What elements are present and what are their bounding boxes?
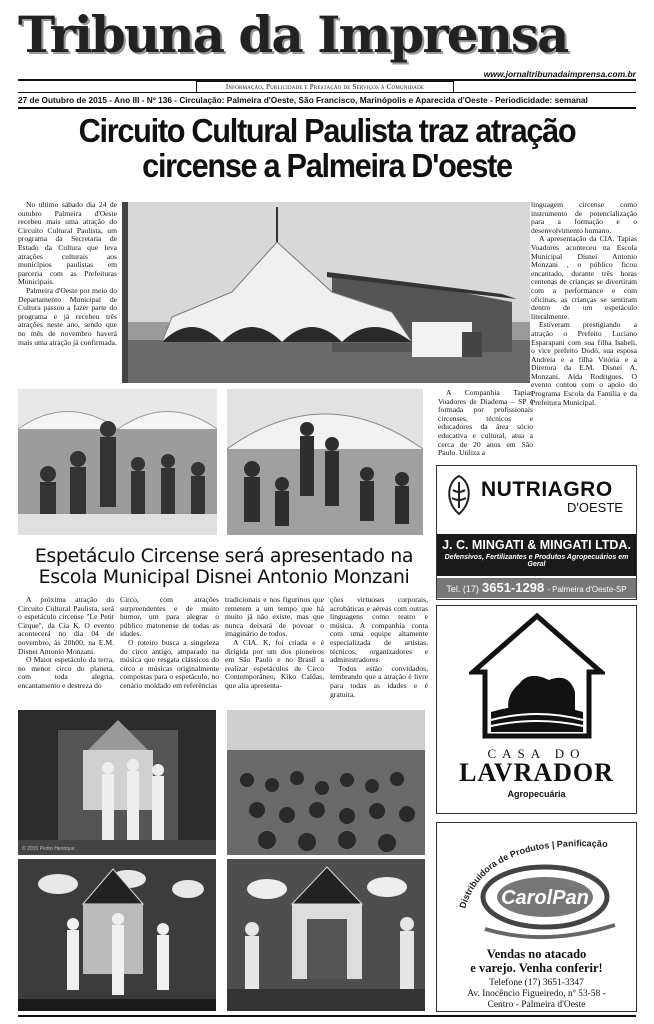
carolpan-line2: e varejo. Venha conferir!	[470, 961, 603, 975]
lavrador-line2: LAVRADOR	[459, 758, 614, 787]
carolpan-address: Av. Inocêncio Figueiredo, nº 53-58 -	[467, 989, 606, 999]
circus-tent-photo	[122, 202, 530, 383]
article2-col1	[18, 596, 114, 691]
nutriagro-company-band	[437, 534, 636, 576]
article2-col2	[120, 596, 219, 691]
nutriagro-header	[437, 466, 636, 532]
lavrador-line1: CASA DO	[487, 746, 586, 761]
carolpan-logo-icon	[445, 829, 631, 943]
article2-col1-p2: O Maior espetáculo da terra, no menor circo do planeta, com toda alegria, encantamento e destreza do	[18, 655, 114, 690]
circus-tent-stage-photo	[227, 859, 425, 1011]
nutriagro-name: NUTRIAGRO	[481, 478, 613, 501]
clown-stage-photo	[18, 710, 216, 855]
nutriagro-logo-icon	[443, 474, 475, 516]
headline-line-1: Circuito Cultural Paulista traz atração	[78, 112, 576, 149]
second-headline	[18, 546, 430, 588]
article1-mid-column	[438, 389, 533, 458]
article2-col4-p1: ções virtuoses corporais, acrobáticas e aéreas com outras linguagens como teatro e música. A companhia conta com uma equipe altamente especializada de artistas, técnicos, organizadores e administradores.	[330, 595, 428, 665]
article2-col3-p1: tradicionais e nos figurinos que remetem a um tempo que há muito já não existe, mas que nunca deixará de povoar o imaginário de todos.	[225, 595, 324, 639]
photo-copyright: © 2015 Pedro Henrique	[22, 846, 75, 852]
article2-col3	[225, 596, 324, 691]
article1-right-p2: A apresentação da CIA. Tapias Voadores aconteceu na Escola Municipal Disnei Antonio Monzani , o público ficou encantado, durante três horas centenas de crianças se divertiram com a performance e com oficinas, as crianças se sentiram dentro de um espetáculo literalmente.	[531, 234, 637, 321]
lavrador-line3: Agropecuária	[507, 789, 566, 799]
carolpan-arc-text: Distribuidora de Produtos | Panificação	[457, 838, 608, 910]
carolpan-line1: Vendas no atacado	[486, 947, 587, 961]
article1-right-p1: linguagem circense como instrumento de potencialização para a formação e o desenvolvimento humano.	[531, 200, 637, 235]
children-activity-photo	[227, 389, 423, 535]
nutriagro-company: J. C. MINGATI & MINGATI LTDA.	[442, 538, 631, 552]
nutriagro-phone-suffix: - Palmeira d'Oeste-SP	[547, 585, 627, 594]
casa-do-lavrador-ad	[436, 605, 637, 814]
circus-performance-photo	[18, 859, 216, 1011]
nutriagro-phone-prefix: Tel. (17)	[446, 584, 479, 594]
carolpan-city: Centro - Palmeira d'Oeste	[487, 1000, 586, 1010]
article1-left-p2: Palmeira d'Oeste por meio do Departamento Municipal de Cultura passou a fazer parte do programa e já recebeu três atrações neste ano, sendo que no mês de novembro haverá mais uma atração já confirmada.	[18, 285, 117, 347]
article1-mid-p1: A Companhia Tapias Voadores de Diadema – SP é formada por profissionais circenses, técnicos e educadores da área sócio educativa e cultural, atua a cerca de 20 anos em São Paulo. Utiliza a	[438, 388, 533, 458]
footer-rule	[18, 1015, 636, 1017]
carolpan-ad	[436, 822, 637, 1012]
article1-right-p3: Estiveram prestigiando a atração o Prefeito Luciano Esparapani com sua filha Isabeli, o vice prefeito Dodó, sua esposa Andreia e a filha Vitória e a Diretora da E.M. Disnei A. Monzani, Alda Rodrigues. O evento contou com o apoio do Programa Escola da Família e da Prefeitura Municipal.	[531, 320, 637, 407]
tagline: Informação, Publicidade e Prestação de Serviços à Comunidade	[196, 81, 454, 93]
audience-hall-photo	[227, 710, 425, 855]
carolpan-brand: CarolPan	[501, 887, 589, 909]
masthead-rule-mid	[18, 92, 636, 93]
article2-col4-p2: Todos estão convidados, lembrando que a atração é livre para todas as idades e é gratuita.	[330, 663, 428, 699]
article2-col1-p1: A próxima atração do Circuito Cultural Paulista, será o espetáculo circense "Le Petit Cirque", da Cia K. O evento acontecerá no dia 04 de novembro, às 20h00, na E.M. Disnei Antonio Monzani.	[18, 595, 114, 656]
nutriagro-phone-band	[437, 578, 636, 598]
dateline: 27 de Outubro de 2015 - Ano III - Nº 136 - Circulação: Palmeira d'Oeste, São Francisco, Marinópolis e Aparecida d'Oeste - Periodicidade: semanal	[18, 95, 588, 105]
article1-left-column	[18, 201, 117, 347]
article1-left-p1: No ultimo sábado dia 24 de outubro Palmeira d'Oeste recebeu mais uma atração do Circuito Cultural Paulista, um programa da Secretaria de Estado da Cultura que leva atrações culturais aos municípios paulistas em parceria com as Prefeituras Municipais.	[18, 200, 117, 287]
article1-right-column	[531, 201, 637, 407]
article2-col2-p1: Circo, com atrações surpreendentes e de muito humor, um para alegrar o público matonense de todas as idades.	[120, 595, 219, 639]
article2-col4	[330, 596, 428, 699]
farmhouse-logo-icon	[469, 612, 605, 742]
newspaper-title: Tribuna da Imprensa	[18, 5, 568, 64]
nutriagro-ad	[436, 465, 637, 600]
article2-col2-p2: O roteiro busca a singeleza do circo antigo, amparado na música que resgata clássicos do circo e músicas originalmente compostas para o espetáculo, no cenário moldado em referências	[120, 637, 219, 690]
website-url: www.jornaltribunadaimprensa.com.br	[483, 69, 636, 79]
masthead-rule-bottom	[18, 107, 636, 109]
headline-line-2: circense a Palmeira D'oeste	[142, 147, 512, 184]
children-audience-photo	[18, 389, 217, 535]
second-headline-line-1: Espetáculo Circense será apresentado na	[34, 545, 414, 567]
main-headline	[40, 113, 615, 183]
carolpan-phone: Telefone (17) 3651-3347	[489, 978, 584, 988]
nutriagro-description: Defensivos, Fertilizantes e Produtos Agropecuários em Geral	[444, 554, 629, 568]
nutriagro-phone: 3651-1298	[482, 580, 545, 595]
article2-col3-p2: A CIA. K, foi criada e é dirigida por um dos pioneiros em São Paulo e no Brasil a realizar espetáculos de Circo Contemporâneo, Kiko Caldas, que alia apresenta-	[225, 637, 324, 690]
nutriagro-sub: D'OESTE	[567, 500, 623, 515]
second-headline-line-2: Escola Municipal Disnei Antonio Monzani	[38, 566, 410, 588]
